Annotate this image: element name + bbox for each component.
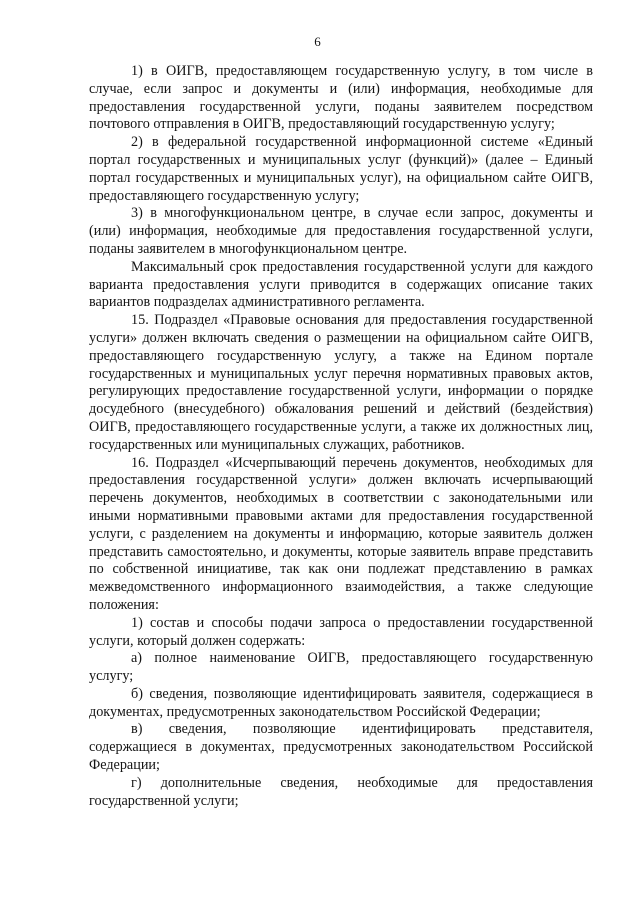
paragraph-subitem-a: а) полное наименование ОИГВ, предоставляющего государственную услугу; [89,650,593,685]
paragraph-section-15: 15. Подраздел «Правовые основания для предоставления государственной услуги» должен включать сведения о размещении на официальном сайте ОИГВ, предоставляющего государственную услугу, а также на Едином портале государственных и муниципальных услуг перечня нормативных правовых актов, регулирующих предоставление государственной услуги, информации о порядке досудебного (внесудебного) обжалования решений и действий (бездействия) ОИГВ, предоставляющего государственные услуги, а также их должностных лиц, государственных или муниципальных служащих, работников. [89,312,593,453]
paragraph-subitem-b: б) сведения, позволяющие идентифицировать заявителя, содержащиеся в документах, предусмотренных законодательством Российской Федерации; [89,685,593,720]
document-body [89,63,593,810]
page-number: 6 [314,34,321,49]
paragraph-request-composition: 1) состав и способы подачи запроса о предоставлении государственной услуги, который должен содержать: [89,614,593,649]
paragraph-max-service-term: Максимальный срок предоставления государственной услуги для каждого варианта предоставления услуги приводится в содержащих описание таких вариантов подразделах административного регламента. [89,258,593,311]
paragraph-item-1-ogv-office: 1) в ОИГВ, предоставляющем государственную услугу, в том числе в случае, если запрос и документы и (или) информация, необходимые для предоставления государственной услуги, поданы заявителем посредством почтового отправления в ОИГВ, предоставляющий государственную услугу; [89,63,593,133]
paragraph-subitem-g: г) дополнительные сведения, необходимые для предоставления государственной услуги; [89,774,593,809]
paragraph-item-3-mfc: 3) в многофункциональном центре, в случае если запрос, документы и (или) информация, необходимые для предоставления государственной услуги, поданы заявителем в многофункциональном центре. [89,205,593,257]
paragraph-section-16: 16. Подраздел «Исчерпывающий перечень документов, необходимых для предоставления государственной услуги» должен включать исчерпывающий перечень документов, необходимых в соответствии с законодательными или иными нормативными правовыми актами для предоставления государственной услуги, с разделением на документы и информацию, которые заявитель должен представить самостоятельно, и документы, которые заявитель вправе представить по собственной инициативе, так как они подлежат представлению в рамках межведомственного информационного взаимодействия, а также следующие положения: [89,454,593,613]
paragraph-item-2-unified-portal: 2) в федеральной государственной информационной системе «Единый портал государственных и муниципальных услуг (функций)» (далее – Единый портал государственных и муниципальных услуг), на официальном сайте ОИГВ, предоставляющего государственную услугу; [89,134,593,204]
paragraph-subitem-v: в) сведения, позволяющие идентифицировать представителя, содержащиеся в документах, предусмотренных законодательством Российской Федерации; [89,721,593,774]
